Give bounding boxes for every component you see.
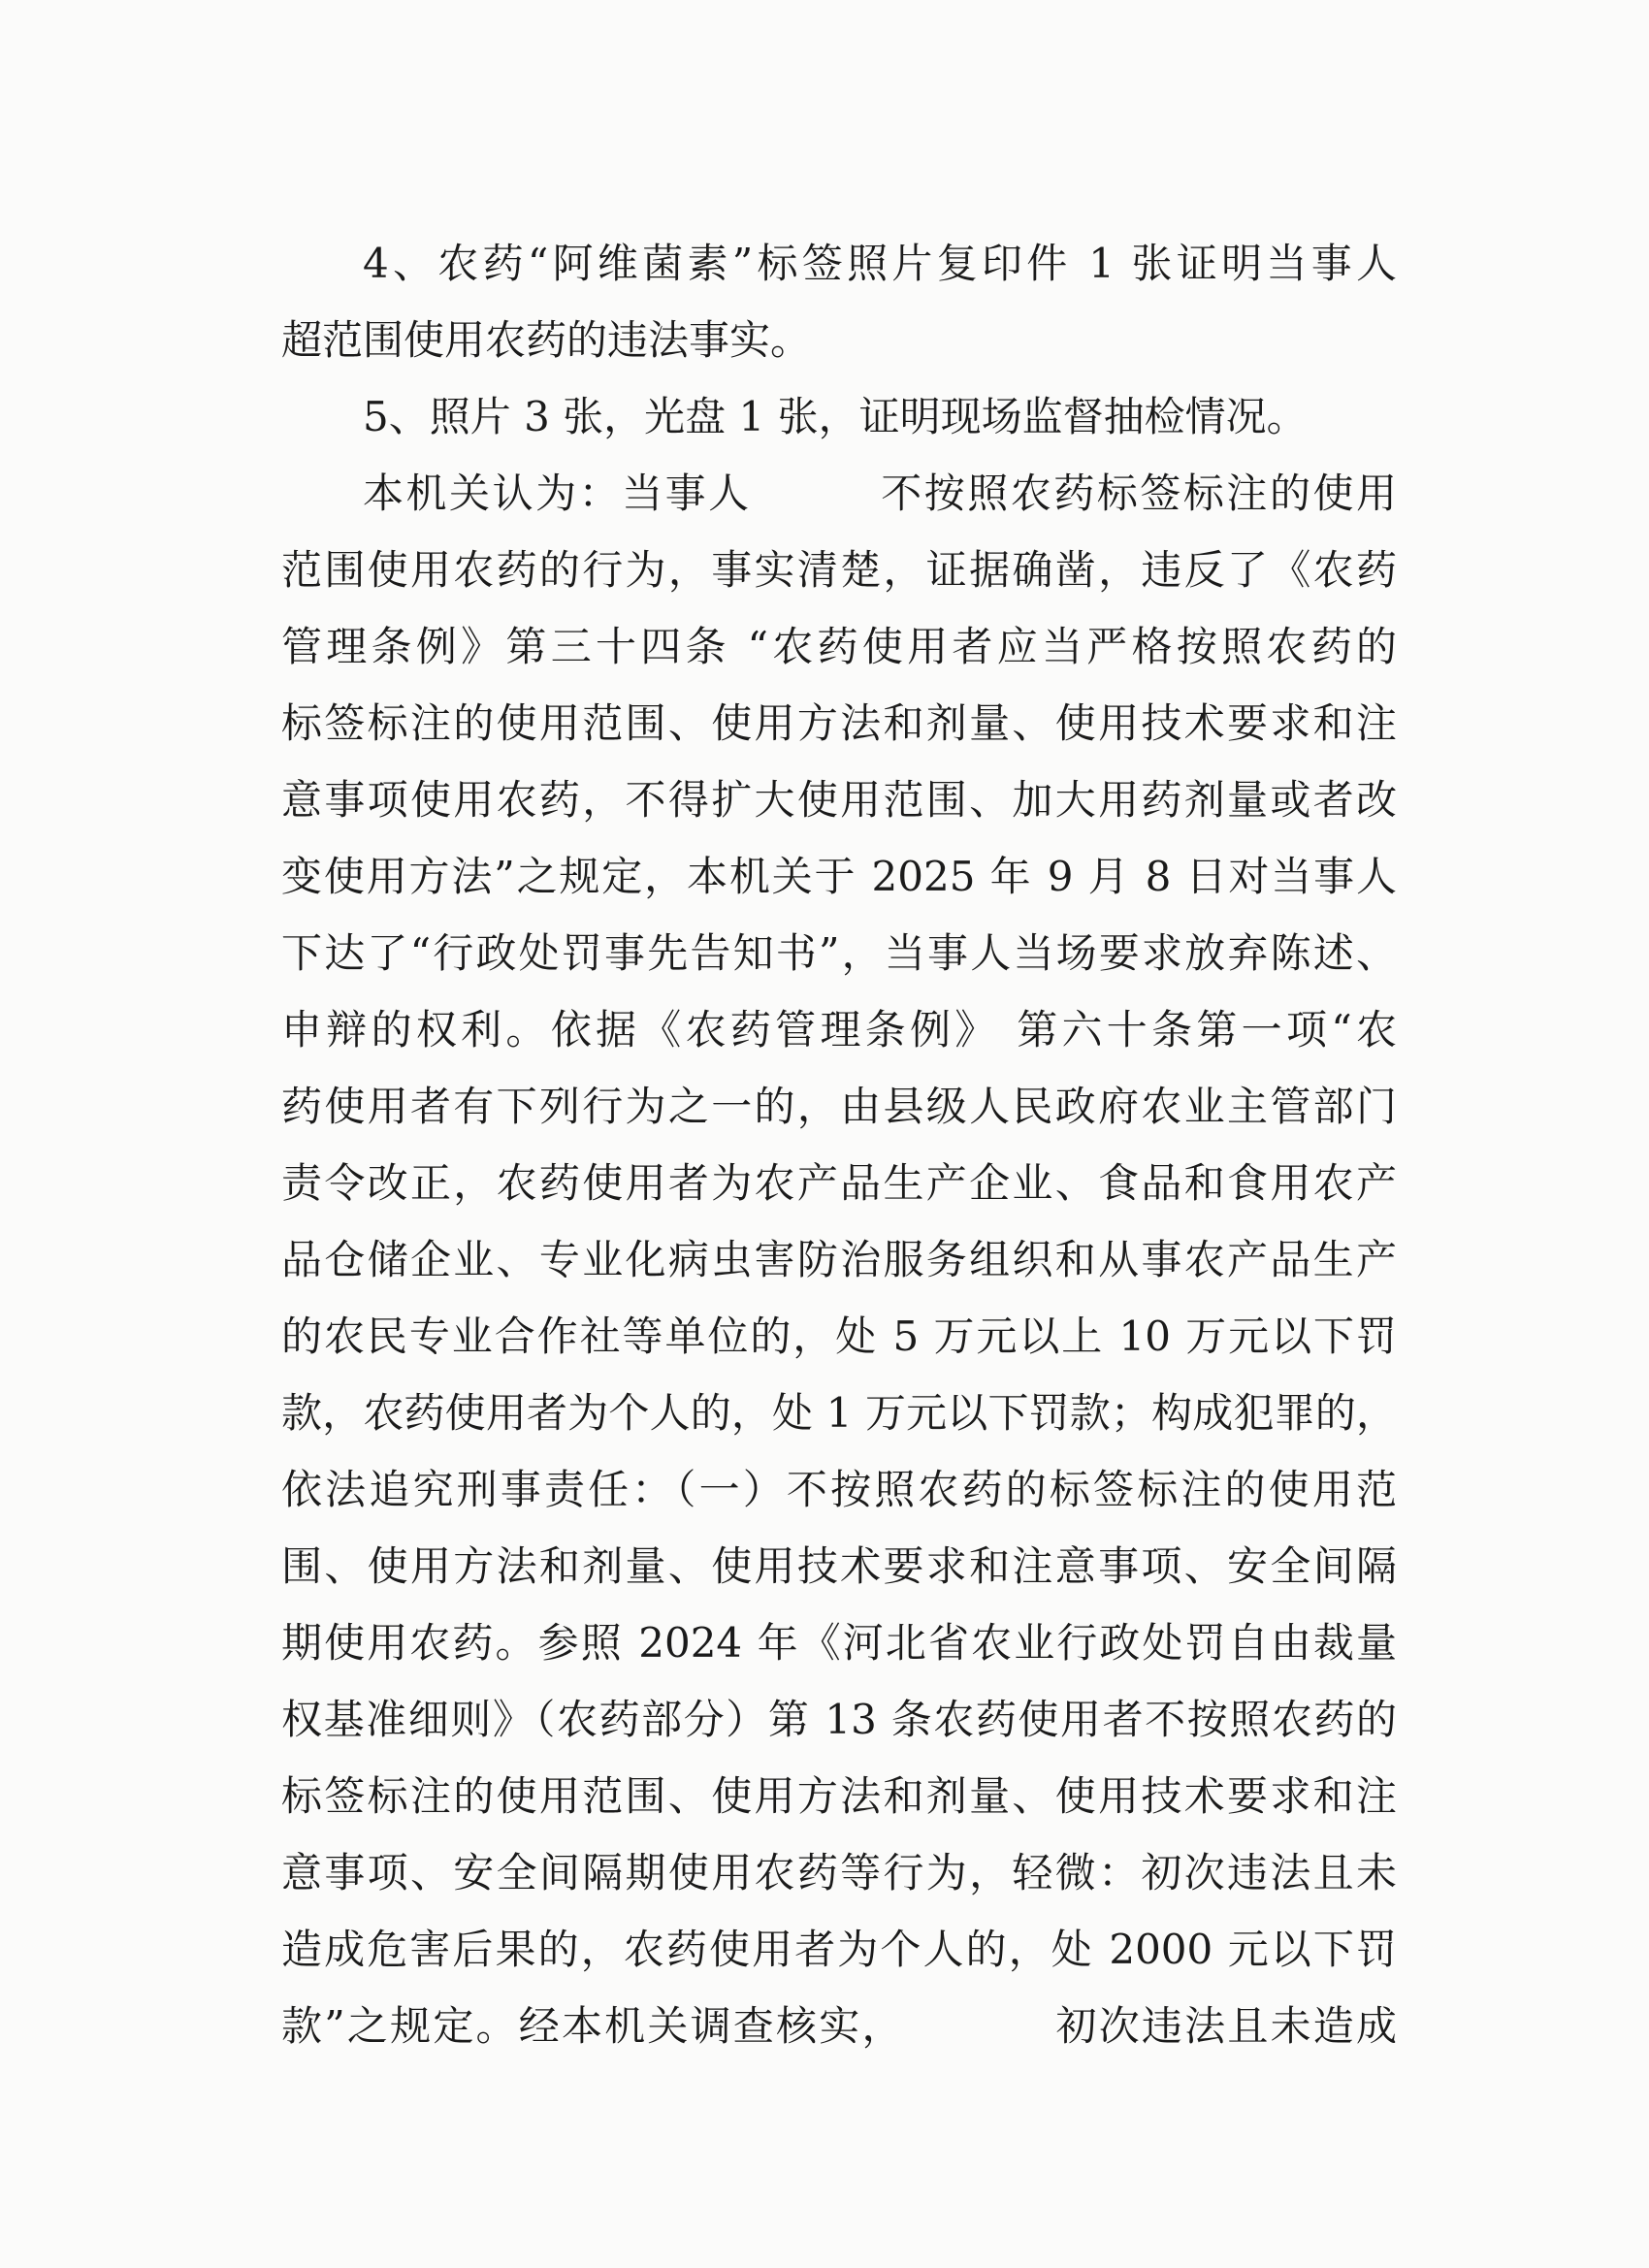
text-line: 造成危害后果的，农药使用者为个人的，处 2000 元以下罚 (281, 1926, 1397, 1973)
text-line: 意事项、安全间隔期使用农药等行为，轻微：初次违法且未 (281, 1849, 1397, 1896)
text-line: 4、农药“阿维菌素”标签照片复印件 1 张证明当事人 (363, 240, 1397, 287)
text-line: 药使用者有下列行为之一的，由县级人民政府农业主管部门 (281, 1083, 1397, 1130)
text-line: 超范围使用农药的违法事实。 (281, 316, 812, 364)
text-line: 标签标注的使用范围、使用方法和剂量、使用技术要求和注 (281, 699, 1397, 747)
text-line: 款”之规定。经本机关调查核实， 初次违法且未造成 (281, 2002, 1397, 2050)
text-line: 下达了“行政处罚事先告知书”，当事人当场要求放弃陈述、 (281, 929, 1397, 977)
text-line: 围、使用方法和剂量、使用技术要求和注意事项、安全间隔 (281, 1542, 1397, 1590)
text-line: 5、照片 3 张，光盘 1 张，证明现场监督抽检情况。 (363, 393, 1308, 440)
text-line: 管理条例》第三十四条 “农药使用者应当严格按照农药的 (281, 623, 1397, 670)
text-line: 的农民专业合作社等单位的，处 5 万元以上 10 万元以下罚 (281, 1312, 1397, 1360)
text-line: 责令改正，农药使用者为农产品生产企业、食品和食用农产 (281, 1159, 1397, 1207)
text-line: 意事项使用农药，不得扩大使用范围、加大用药剂量或者改 (281, 776, 1397, 824)
text-line: 范围使用农药的行为，事实清楚，证据确凿，违反了《农药 (281, 546, 1397, 594)
text-line: 权基准细则》（农药部分）第 13 条农药使用者不按照农药的 (281, 1696, 1397, 1743)
text-line: 标签标注的使用范围、使用方法和剂量、使用技术要求和注 (281, 1772, 1397, 1820)
text-line: 期使用农药。参照 2024 年《河北省农业行政处罚自由裁量 (281, 1619, 1397, 1667)
text-line: 本机关认为：当事人 不按照农药标签标注的使用 (363, 470, 1397, 517)
text-line: 申辩的权利。依据《农药管理条例》 第六十条第一项“农 (281, 1006, 1397, 1053)
body-text (281, 225, 1397, 2064)
text-line: 品仓储企业、专业化病虫害防治服务组织和从事农产品生产 (281, 1236, 1397, 1283)
text-line: 变使用方法”之规定，本机关于 2025 年 9 月 8 日对当事人 (281, 853, 1397, 900)
text-line: 款，农药使用者为个人的，处 1 万元以下罚款；构成犯罪的， (281, 1389, 1397, 1437)
text-line: 依法追究刑事责任：（一）不按照农药的标签标注的使用范 (281, 1466, 1397, 1513)
